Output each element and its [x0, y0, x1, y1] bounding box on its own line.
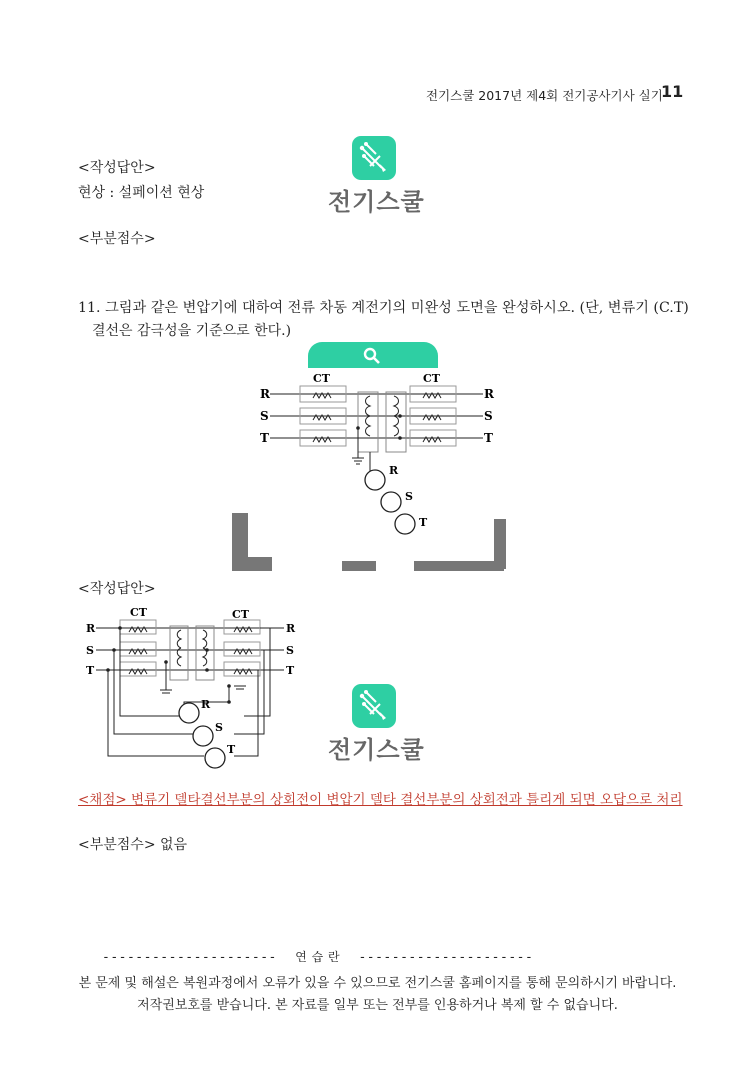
partial-score-label: <부분점수> — [78, 231, 156, 247]
relay-label-r: R — [389, 464, 399, 477]
answer-circuit-diagram — [84, 606, 306, 776]
phase-label-t-right: T — [484, 431, 493, 445]
answer-relay-label-s: S — [215, 721, 223, 734]
answer-relay-label-r: R — [201, 698, 211, 711]
watermark-shape — [232, 505, 512, 575]
search-banner — [308, 342, 438, 368]
relay-label-t: T — [419, 516, 428, 529]
answer-phase-s-right: S — [286, 644, 294, 657]
page-number: 11 — [661, 82, 684, 101]
question-line-2: 결선은 감극성을 기준으로 한다.) — [92, 323, 292, 339]
answer-phase-t-right: T — [286, 664, 295, 677]
answer-phase-r-right: R — [286, 622, 296, 635]
page-header-title: 전기스쿨 2017년 제4회 전기공사기사 실기 — [426, 88, 663, 103]
phase-label-t-left: T — [260, 431, 269, 445]
answer-phase-r-left: R — [86, 622, 96, 635]
footer-notice-2: 저작권보호를 받습니다. 본 자료를 일부 또는 전부를 인용하거나 복제 할 수 없습니다. — [137, 998, 618, 1013]
partial-score-none: <부분점수> 없음 — [78, 837, 188, 853]
ct-label-right: CT — [423, 372, 440, 385]
phase-label-r-left: R — [260, 387, 270, 401]
ct-label-left: CT — [313, 372, 330, 385]
logo-icon — [352, 136, 396, 180]
search-icon — [363, 347, 381, 365]
phase-label-s-left: S — [260, 409, 269, 423]
answer-phase-s-left: S — [86, 644, 94, 657]
footer-practice-label: 연 습 란 — [295, 950, 341, 964]
footer-dashes-right: --------------------- — [358, 950, 534, 965]
grading-note: <채점> 변류기 델타결선부분의 상회전이 변압기 델타 결선부분의 상회전과 틀리게 되면 오답으로 처리 — [78, 792, 683, 808]
answer-phase-t-left: T — [86, 664, 95, 677]
answer-ct-label-left: CT — [130, 606, 147, 619]
footer-divider — [102, 948, 533, 965]
footer-notice-1: 본 문제 및 해설은 복원과정에서 오류가 있을 수 있으므로 전기스쿨 홈페이지를 통해 문의하시기 바랍니다. — [78, 976, 677, 991]
answer-text: 현상 : 설페이션 현상 — [78, 185, 205, 201]
question-line-1: 11. 그림과 같은 변압기에 대하여 전류 차동 계전기의 미완성 도면을 완성하시오. (단, 변류기 (C.T) — [78, 300, 689, 316]
answer-label-2: <작성답안> — [78, 581, 156, 597]
answer-relay-label-t: T — [227, 743, 236, 756]
logo-icon-2 — [352, 684, 396, 728]
answer-ct-label-right: CT — [232, 608, 249, 621]
footer-dashes-left: --------------------- — [102, 950, 277, 965]
phase-label-r-right: R — [484, 387, 494, 401]
answer-label: <작성답안> — [78, 160, 156, 176]
phase-label-s-right: S — [484, 409, 493, 423]
logo-text: 전기스쿨 — [328, 188, 425, 216]
logo-text-2: 전기스쿨 — [328, 736, 425, 764]
relay-label-s: S — [405, 490, 413, 503]
